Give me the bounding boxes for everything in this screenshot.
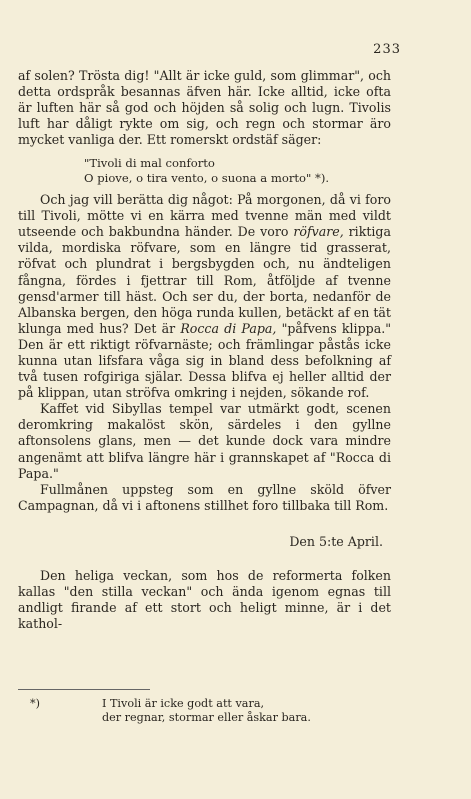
- footnote-marker: *): [30, 697, 40, 710]
- date-heading: Den 5:te April.: [289, 533, 383, 549]
- page-number: 233: [373, 42, 401, 57]
- quote-line-1: "Tivoli di mal conforto: [84, 156, 215, 171]
- paragraph-2-part-2: riktiga vilda, mordiska röfvare, som en längre tid grasserat, röfvat och plundrat i bergsbygden och, nu ändteligen fångna, fördes i fjettrar till Rom, åtföljde af tvenne gensd'armer till häst. Och ser du, der borta, nedanför de Albanska bergen, den höga runda kullen, betäckt af en tät klunga med hus? Det är: [18, 224, 391, 336]
- quote-line-2: O piove, o tira vento, o suona a morto" *).: [84, 171, 330, 186]
- footnote-line-2: der regnar, stormar eller åskar bara.: [102, 711, 311, 724]
- paragraph-4: Fullmånen uppsteg som en gyllne sköld öfver Campagnan, då vi i aftonens stillhet foro tillbaka till Rom.: [18, 481, 391, 513]
- main-text: [18, 68, 391, 632]
- paragraph-2-part-3: "påfvens klippa." Den är ett riktigt röfvarnäste; och främlingar påstås icke kunna utan lifsfara våga sig in bland dess befolkning af två tusen rofgiriga själar. Dessa blifva ej heller alltid der på klippan, utan ströfva omkring i nejden, sökande rof.: [18, 320, 392, 401]
- paragraph-2: [18, 192, 391, 401]
- paragraph-2-italic-1: röfvare,: [293, 224, 344, 240]
- paragraph-5: Den heliga veckan, som hos de reformerta folken kallas "den stilla veckan" och ända igenom egnas till andligt firande af ett stort och heligt minne, är i det kathol-: [18, 568, 391, 632]
- latin-quote: [84, 156, 391, 186]
- paragraph-3: Kaffet vid Sibyllas tempel var utmärkt godt, scenen deromkring makalöst skön, särdeles i den gyllne aftonsolens glans, men — det kunde dock vara mindre angenämt att blifva längre här i grannskapet af "Rocca di Papa.": [18, 401, 391, 481]
- footnote-body: [102, 697, 362, 725]
- paragraph-2-part-1: Och jag vill berätta dig något: På morgonen, då vi foro till Tivoli, mötte vi en kärra med tvenne män med vildt utseende och bakbundna händer. De voro: [18, 192, 391, 240]
- footnote: [22, 697, 362, 725]
- paragraph-1: af solen? Trösta dig! "Allt är icke guld, som glimmar", och detta ordspråk besannas äfven här. Icke alltid, icke ofta är luften här så god och höjden så solig och lugn. Tivolis luft har dåligt rykte om sig, och regn och stormar äro mycket vanliga der. Ett romerskt ordstäf säger:: [18, 68, 391, 148]
- paragraph-2-italic-2: Rocca di Papa,: [180, 320, 277, 336]
- footnote-divider: [18, 689, 150, 690]
- footnote-line-1: I Tivoli är icke godt att vara,: [102, 697, 265, 710]
